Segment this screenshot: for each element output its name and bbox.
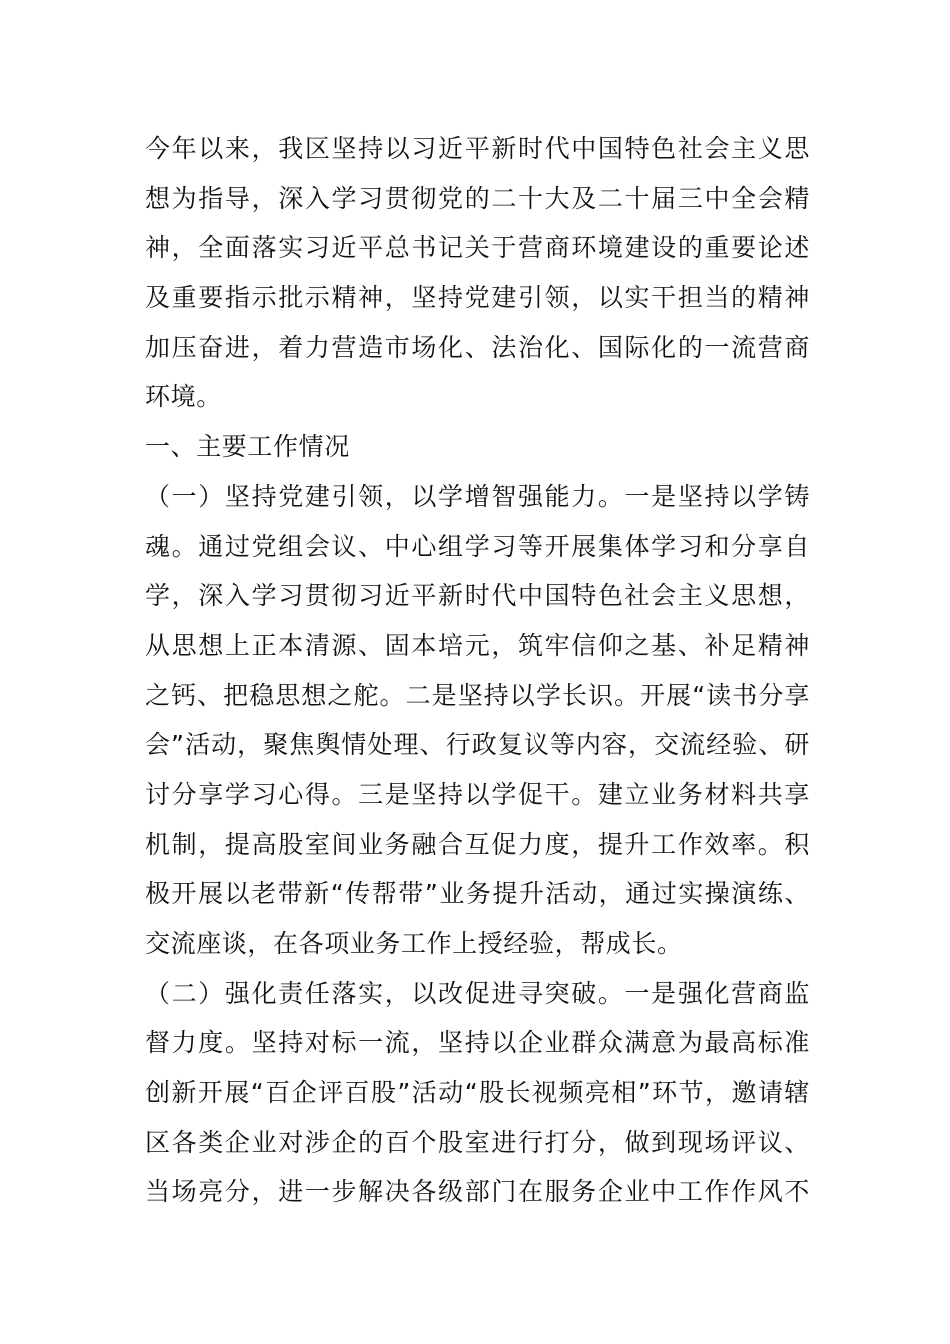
text-line: 想为指导，深入学习贯彻党的二十大及二十届三中全会精	[145, 183, 810, 213]
text-line: 环境。	[145, 382, 222, 412]
text-line: 学，深入学习贯彻习近平新时代中国特色社会主义思想，	[145, 581, 810, 611]
text-line: 从思想上正本清源、固本培元，筑牢信仰之基、补足精神	[145, 630, 810, 660]
text-line: （二）强化责任落实，以改促进寻突破。一是强化营商监	[145, 978, 810, 1008]
text-line: 之钙、把稳思想之舵。二是坚持以学长识。开展“读书分享	[145, 680, 810, 710]
text-line: 机制，提高股室间业务融合互促力度，提升工作效率。积	[145, 829, 810, 859]
text-line: 及重要指示批示精神，坚持党建引领，以实干担当的精神	[145, 283, 810, 313]
text-line: 区各类企业对涉企的百个股室进行打分，做到现场评议、	[145, 1127, 810, 1157]
document-body	[145, 124, 810, 1217]
text-line: 交流座谈，在各项业务工作上授经验，帮成长。	[145, 929, 683, 958]
text-line: 创新开展“百企评百股”活动“股长视频亮相”环节，邀请辖	[145, 1078, 810, 1108]
text-line: 讨分享学习心得。三是坚持以学促干。建立业务材料共享	[145, 779, 810, 809]
text-line: （一）坚持党建引领，以学增智强能力。一是坚持以学铸	[145, 481, 810, 511]
text-line: 会”活动，聚焦舆情处理、行政复议等内容，交流经验、研	[145, 730, 810, 760]
text-line: 今年以来，我区坚持以习近平新时代中国特色社会主义思	[145, 134, 810, 163]
section-heading: 一、主要工作情况	[145, 432, 350, 462]
text-line: 魂。通过党组会议、中心组学习等开展集体学习和分享自	[145, 531, 810, 561]
text-line: 加压奋进，着力营造市场化、法治化、国际化的一流营商	[145, 332, 810, 362]
text-line: 极开展以老带新“传帮带”业务提升活动，通过实操演练、	[145, 879, 810, 909]
text-line: 督力度。坚持对标一流，坚持以企业群众满意为最高标准	[145, 1028, 810, 1058]
text-line: 神，全面落实习近平总书记关于营商环境建设的重要论述	[145, 233, 810, 263]
text-line: 当场亮分，进一步解决各级部门在服务企业中工作作风不	[145, 1177, 810, 1207]
